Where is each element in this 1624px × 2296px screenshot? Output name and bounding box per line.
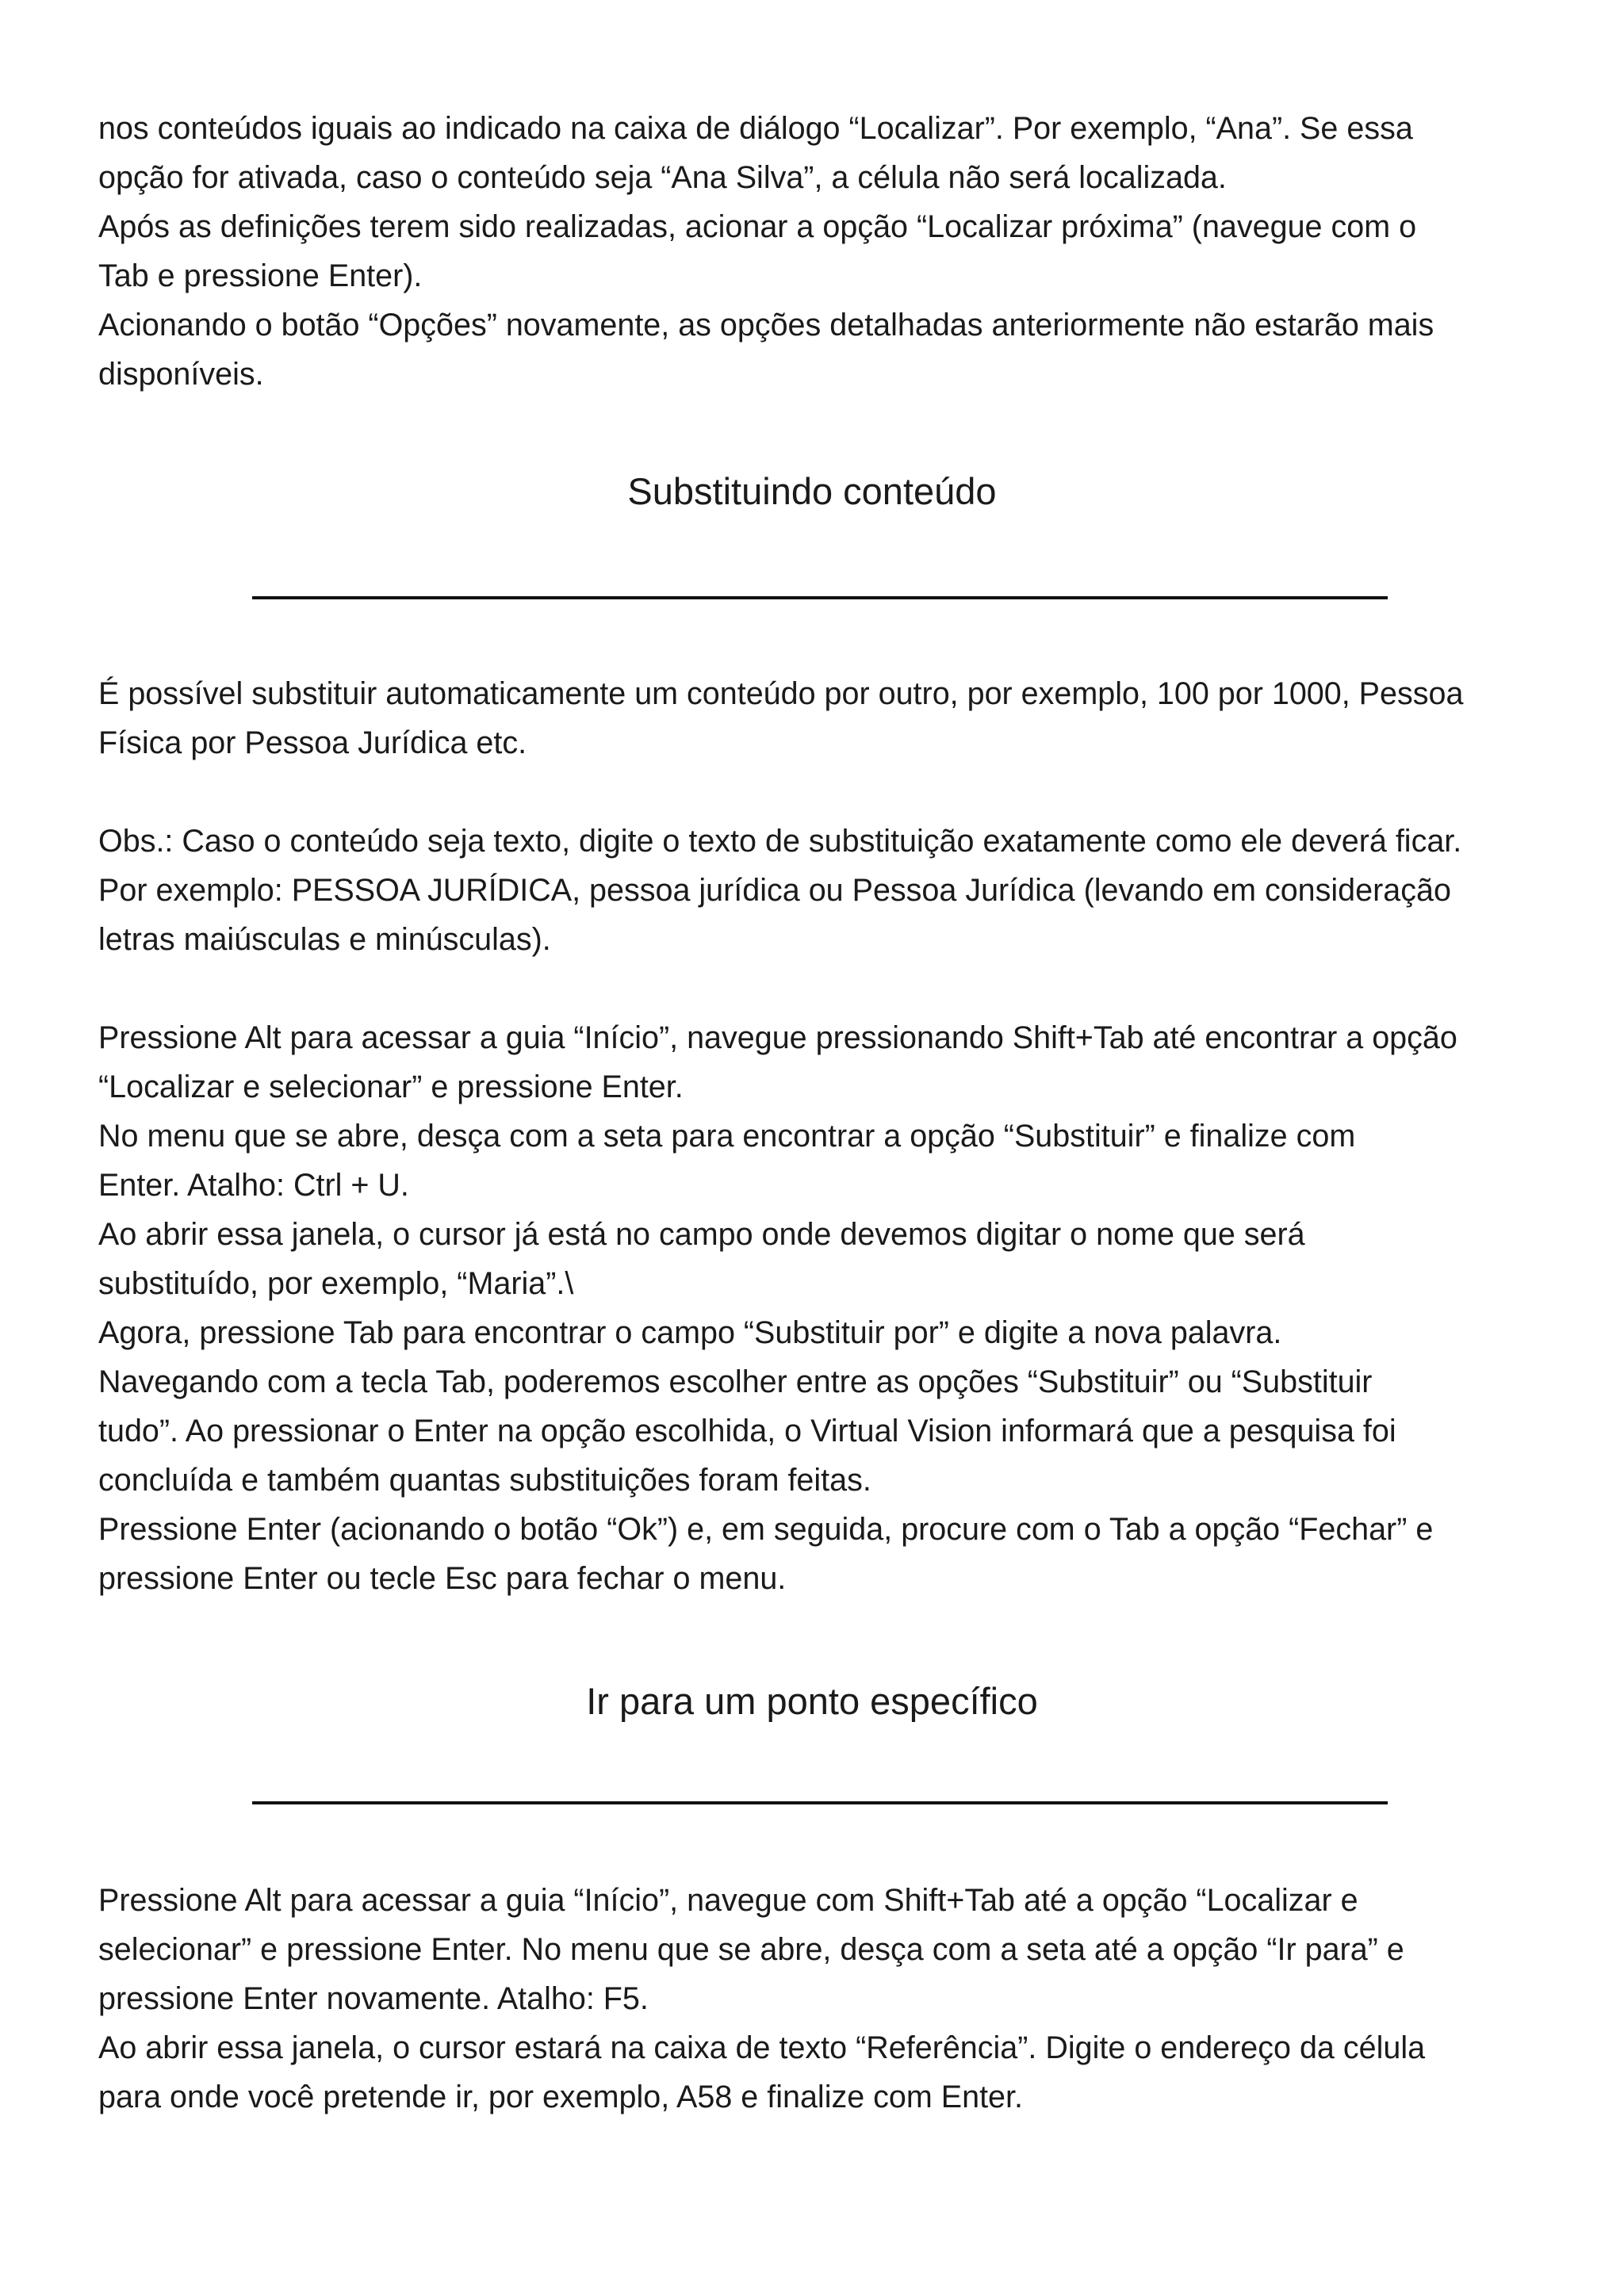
intro-paragraph xyxy=(98,104,1542,399)
text-line: “Localizar e selecionar” e pressione Enter. xyxy=(98,1070,684,1104)
text-line: No menu que se abre, desça com a seta para encontrar a opção “Substituir” e finalize com xyxy=(98,1119,1356,1154)
text-line: Ao abrir essa janela, o cursor estará na caixa de texto “Referência”. Digite o endereço da célula xyxy=(98,2030,1426,2065)
text-line: Após as definições terem sido realizadas, acionar a opção “Localizar próxima” (navegue com o xyxy=(98,209,1417,244)
text-line: nos conteúdos iguais ao indicado na caixa de diálogo “Localizar”. Por exemplo, “Ana”. Se essa xyxy=(98,111,1413,146)
section-divider xyxy=(252,1801,1388,1804)
text-line: disponíveis. xyxy=(98,357,264,392)
text-line: Tab e pressione Enter). xyxy=(98,258,423,293)
text-line: Enter. Atalho: Ctrl + U. xyxy=(98,1168,409,1203)
substituir-paragraph-obs xyxy=(98,817,1542,964)
text-line: Agora, pressione Tab para encontrar o campo “Substituir por” e digite a nova palavra. xyxy=(98,1315,1282,1350)
section-heading-substituindo: Substituindo conteúdo xyxy=(627,470,997,512)
text-line: tudo”. Ao pressionar o Enter na opção escolhida, o Virtual Vision informará que a pesquisa foi xyxy=(98,1414,1396,1448)
text-line: substituído, por exemplo, “Maria”.\ xyxy=(98,1266,574,1301)
text-line: letras maiúsculas e minúsculas). xyxy=(98,922,551,957)
text-line: pressione Enter ou tecle Esc para fechar o menu. xyxy=(98,1561,787,1596)
text-line: concluída e também quantas substituições foram feitas. xyxy=(98,1463,871,1498)
text-line: Acionando o botão “Opções” novamente, as opções detalhadas anteriormente não estarão mais xyxy=(98,308,1434,342)
text-line: Por exemplo: PESSOA JURÍDICA, pessoa jurídica ou Pessoa Jurídica (levando em consideração xyxy=(98,873,1451,908)
text-line: Obs.: Caso o conteúdo seja texto, digite o texto de substituição exatamente como ele deverá ficar. xyxy=(98,824,1462,859)
text-line: para onde você pretende ir, por exemplo, A58 e finalize com Enter. xyxy=(98,2080,1023,2114)
text-line: É possível substituir automaticamente um conteúdo por outro, por exemplo, 100 por 1000, Pessoa xyxy=(98,676,1464,711)
section-divider xyxy=(252,596,1388,599)
substituir-paragraph-steps xyxy=(98,1013,1542,1603)
text-line: pressione Enter novamente. Atalho: F5. xyxy=(98,1981,649,2016)
text-line: Pressione Alt para acessar a guia “Início”, navegue com Shift+Tab até a opção “Localizar e xyxy=(98,1883,1358,1918)
text-line: Física por Pessoa Jurídica etc. xyxy=(98,725,527,760)
text-line: opção for ativada, caso o conteúdo seja “Ana Silva”, a célula não será localizada. xyxy=(98,160,1227,195)
text-line: Pressione Enter (acionando o botão “Ok”) e, em seguida, procure com o Tab a opção “Fechar” e xyxy=(98,1512,1434,1547)
text-line: Ao abrir essa janela, o cursor já está no campo onde devemos digitar o nome que será xyxy=(98,1217,1305,1252)
text-line: Navegando com a tecla Tab, poderemos escolher entre as opções “Substituir” ou “Substituir xyxy=(98,1364,1373,1399)
section-heading-ir-para: Ir para um ponto específico xyxy=(586,1680,1038,1722)
ir-para-paragraph xyxy=(98,1876,1542,2122)
text-line: selecionar” e pressione Enter. No menu que se abre, desça com a seta até a opção “Ir para” e xyxy=(98,1932,1404,1967)
substituir-paragraph-1 xyxy=(98,669,1542,767)
text-line: Pressione Alt para acessar a guia “Início”, navegue pressionando Shift+Tab até encontrar a opção xyxy=(98,1020,1457,1055)
